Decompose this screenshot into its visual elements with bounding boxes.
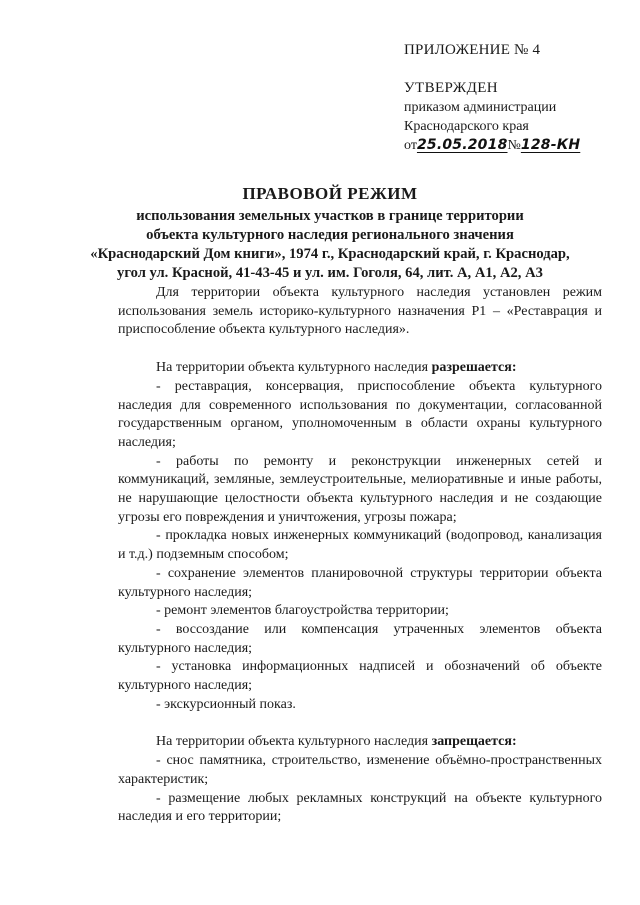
allowed-item: - работы по ремонту и реконструкции инженерных сетей и коммуникаций, земляные, землеустроительные, мелиоративные и иные работы, не нарушающие целостности объекта культурного наследия и не создающие угрозы его повреждения и уничтожения, угрозы пожара; — [118, 453, 602, 525]
order-line-1: приказом администрации — [404, 100, 557, 115]
forbidden-item: - снос памятника, строительство, изменение объёмно-пространственных характеристик; — [118, 753, 602, 787]
intro-paragraph: Для территории объекта культурного наследия установлен режим использования земель историко-культурного назначения Р1 – «Реставрация и приспособление объекта культурного наследия». — [118, 285, 602, 338]
allowed-item: - сохранение элементов планировочной структуры территории объекта культурного наследия; — [118, 565, 602, 600]
allowed-item: - прокладка новых инженерных коммуникаций (водопровод, канализация и т.д.) подземным способом; — [118, 528, 602, 563]
forbidden-heading-text: На территории объекта культурного наследия — [156, 734, 429, 750]
allowed-item: - ремонт элементов благоустройства территории; — [156, 603, 449, 619]
handwritten-order-number: 128-КН — [520, 137, 581, 153]
title-line-1: использования земельных участков в границе территории — [136, 208, 524, 224]
allowed-heading-text: На территории объекта культурного наследия — [156, 360, 429, 376]
handwritten-order-date: 25.05.2018 — [416, 137, 508, 153]
title-line-2: объекта культурного наследия регионального значения — [146, 227, 514, 243]
title-main: ПРАВОВОЙ РЕЖИМ — [242, 184, 418, 203]
order-number-sign: № — [507, 138, 521, 153]
order-line-2: Краснодарского края — [404, 119, 529, 134]
approval-block — [404, 79, 614, 155]
allowed-item: - экскурсионный показ. — [156, 696, 296, 712]
allowed-heading — [118, 359, 602, 378]
title-line-3: «Краснодарский Дом книги», 1974 г., Краснодарский край, г. Краснодар, — [90, 246, 570, 262]
forbidden-heading — [118, 733, 602, 752]
allowed-item: - установка информационных надписей и обозначений об объекте культурного наследия; — [118, 659, 602, 694]
forbidden-heading-bold: запрещается: — [431, 734, 517, 750]
document-title — [80, 184, 580, 283]
allowed-heading-bold: разрешается: — [431, 360, 517, 376]
title-line-4: угол ул. Красной, 41-43-45 и ул. им. Гоголя, 64, лит. А, А1, А2, А3 — [117, 265, 543, 281]
allowed-item: - реставрация, консервация, приспособление объекта культурного наследия для современного использования по документации, согласованной государственным органом, уполномоченным в области охраны культурного наследия; — [118, 378, 602, 450]
approved-label: УТВЕРЖДЕН — [404, 80, 499, 96]
appendix-label: ПРИЛОЖЕНИЕ № 4 — [404, 42, 541, 58]
forbidden-item: - размещение любых рекламных конструкций на объекте культурного наследия и его территории; — [118, 790, 602, 825]
document-body — [118, 284, 602, 827]
order-prefix: от — [404, 138, 417, 153]
order-date-line — [404, 136, 614, 155]
allowed-item: - воссоздание или компенсация утраченных элементов объекта культурного наследия; — [118, 621, 602, 656]
